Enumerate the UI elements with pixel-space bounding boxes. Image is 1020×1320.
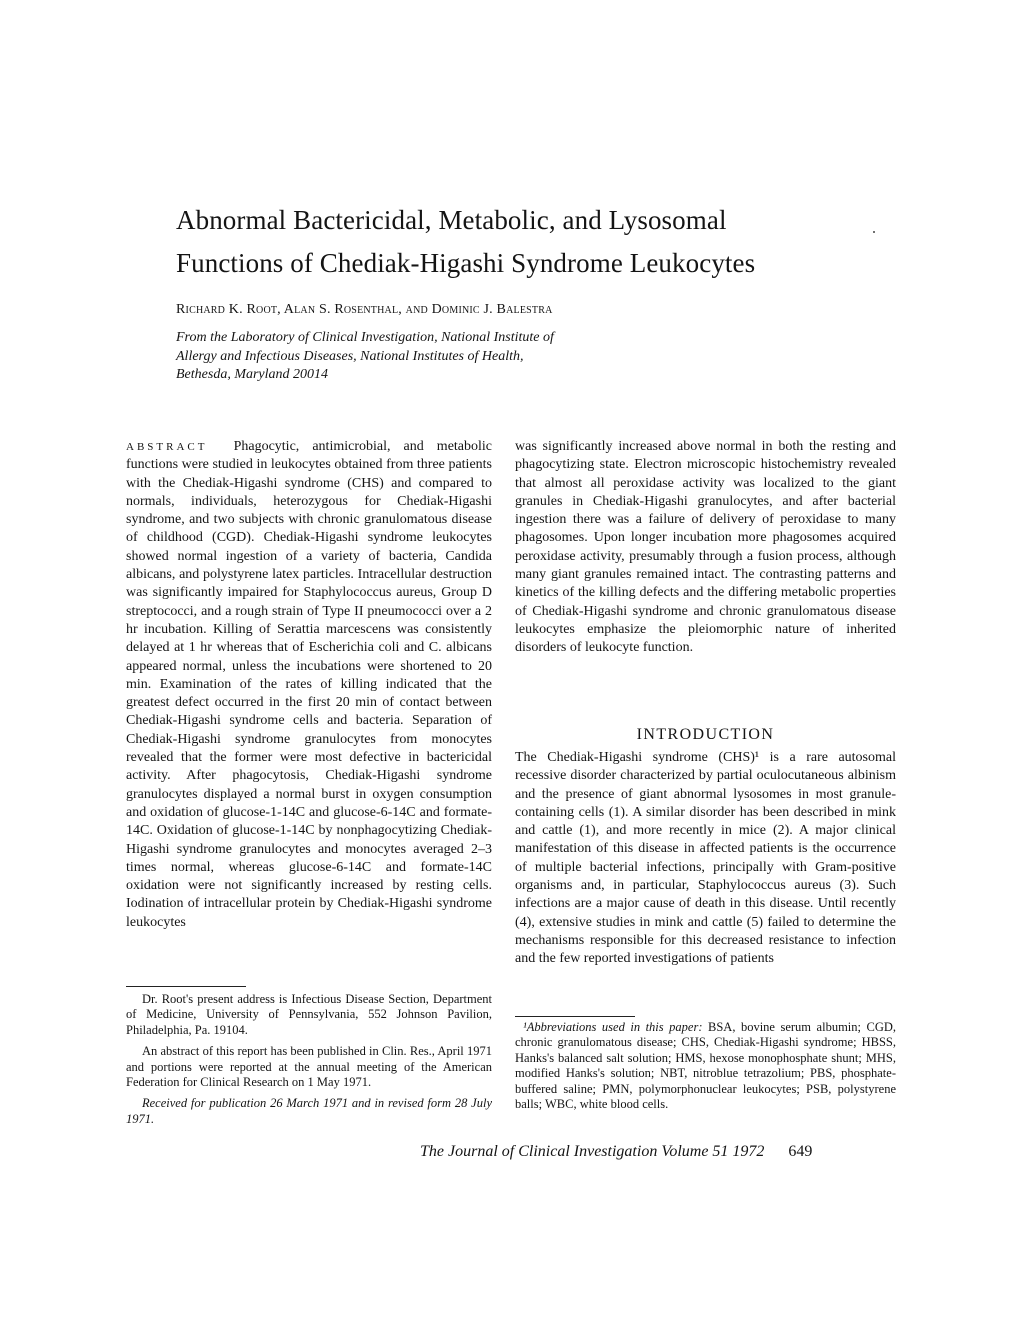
scan-speck bbox=[873, 231, 875, 233]
page-footer bbox=[420, 1143, 890, 1161]
abstract-left-column bbox=[126, 438, 492, 932]
abbreviations-footnote bbox=[515, 1020, 896, 1118]
abstract-label: ABSTRACT bbox=[126, 441, 208, 453]
affiliation-line-3: Bethesda, Maryland 20014 bbox=[176, 367, 329, 383]
abbreviations-text: BSA, bovine serum albumin; CGD, chronic granulomatous disease; CHS, Chediak-Higashi syndrome; HBSS, Hanks's balanced salt solution; HMS, hexose monophosphate shunt; MHS, modified Hanks's solution; NBT, nitroblue tetrazolium; PBS, phosphate-buffered saline; PMN, polymorphonuclear leukocytes; PSB, polystyrene balls; WBC, white blood cells. bbox=[515, 1020, 897, 1112]
footnotes-left bbox=[126, 992, 492, 1133]
article-title-line-1: Abnormal Bactericidal, Metabolic, and Lysosomal bbox=[176, 205, 727, 235]
received-date-note: Received for publication 26 March 1971 and in revised form 28 July 1971. bbox=[126, 1096, 492, 1126]
affiliation-line-1: From the Laboratory of Clinical Investigation, National Institute of bbox=[176, 330, 554, 345]
article-title-line-2: Functions of Chediak-Higashi Syndrome Leukocytes bbox=[176, 248, 756, 278]
abstract-right-column bbox=[515, 438, 896, 658]
page-number: 649 bbox=[788, 1143, 813, 1160]
footnote-rule-left bbox=[126, 986, 246, 987]
abbreviations-label: ¹Abbreviations used in this paper: bbox=[523, 1020, 703, 1034]
affiliation bbox=[176, 329, 736, 385]
author-address-note: Dr. Root's present address is Infectious Disease Section, Department of Medicine, University of Pennsylvania, 552 Johnson Pavilion, Philadelphia, Pa. 19104. bbox=[126, 992, 492, 1037]
footnote-rule-right bbox=[515, 1016, 635, 1017]
introduction-paragraph: The Chediak-Higashi syndrome (CHS)¹ is a rare autosomal recessive disorder characterized by partial oculocutaneous albinism and the presence of giant abnormal lysosomes in most granule-containing cells (1). A similar disorder has been described in mink and cattle (1), and more recently in mice (2). A major clinical manifestation of this disease in affected patients is the occurrence of multiple bacterial infections, principally with Gram-positive organisms and, in particular, Staphylococcus aureus (3). Such infections are a major cause of death in this disease. Until recently (4), extensive studies in mink and cattle (5) failed to determine the mechanisms responsible for this decreased resistance to infection and the few reported investigations of patients bbox=[515, 750, 896, 967]
abstract-text-right: was significantly increased above normal in both the resting and phagocytizing state. Electron microscopic histochemistry revealed that almost all peroxidase activity was localized to the giant granules in Chediak-Higashi granulocytes, and after bacterial ingestion there was a failure of delivery of peroxidase to many phagosomes. Upon longer incubation more phagosomes acquired peroxidase activity, presumably through a fusion process, although many giant granules remained intact. The contrasting patterns and kinetics of the killing defects and the differing metabolic properties of Chediak-Higashi syndrome and chronic granulomatous disease leukocytes emphasize the pleiomorphic nature of inherited disorders of leukocyte function. bbox=[515, 439, 896, 656]
author-list: Richard K. Root, Alan S. Rosenthal, and Dominic J. Balestra bbox=[176, 302, 553, 317]
introduction-body bbox=[515, 749, 896, 969]
journal-citation: The Journal of Clinical Investigation Volume 51 1972 bbox=[420, 1143, 765, 1160]
abstract-text-left: Phagocytic, antimicrobial, and metabolic functions were studied in leukocytes obtained from three patients with the Chediak-Higashi syndrome (CHS) and compared to normals, individuals, heterozygous for Chediak-Higashi syndrome, and two subjects with chronic granulomatous disease of childhood (CGD). Chediak-Higashi syndrome leukocytes showed normal ingestion of a variety of bacteria, Candida albicans, and polystyrene latex particles. Intracellular destruction was significantly impaired for Staphylococcus aureus, Group D streptococci, and a rough strain of Type II pneumococci over a 2 hr incubation. Killing of Serattia marcescens was consistently delayed at 1 hr whereas that of Escherichia coli and C. albicans appeared normal, unless the incubations were shortened to 20 min. Examination of the rates of killing indicated that the greatest defect occurred in the first 20 min of contact between Chediak-Higashi syndrome cells and bacteria. Separation of Chediak-Higashi syndrome granulocytes from monocytes revealed that the former were most defective in bactericidal activity. After phagocytosis, Chediak-Higashi syndrome granulocytes displayed a normal burst in oxygen consumption and oxidation of glucose-1-14C and glucose-6-14C and formate-14C. Oxidation of glucose-1-14C by nonphagocytizing Chediak-Higashi syndrome granulocytes and monocytes averaged 2–3 times normal, whereas glucose-6-14C and formate-14C oxidation were not significantly increased by resting cells. Iodination of intracellular protein by Chediak-Higashi syndrome leukocytes bbox=[126, 439, 493, 930]
affiliation-line-2: Allergy and Infectious Diseases, National Institutes of Health, bbox=[176, 348, 524, 364]
introduction-heading: INTRODUCTION bbox=[636, 726, 775, 743]
abstract-publication-note: An abstract of this report has been published in Clin. Res., April 1971 and portions were reported at the annual meeting of the American Federation for Clinical Research on 1 May 1971. bbox=[126, 1044, 492, 1090]
